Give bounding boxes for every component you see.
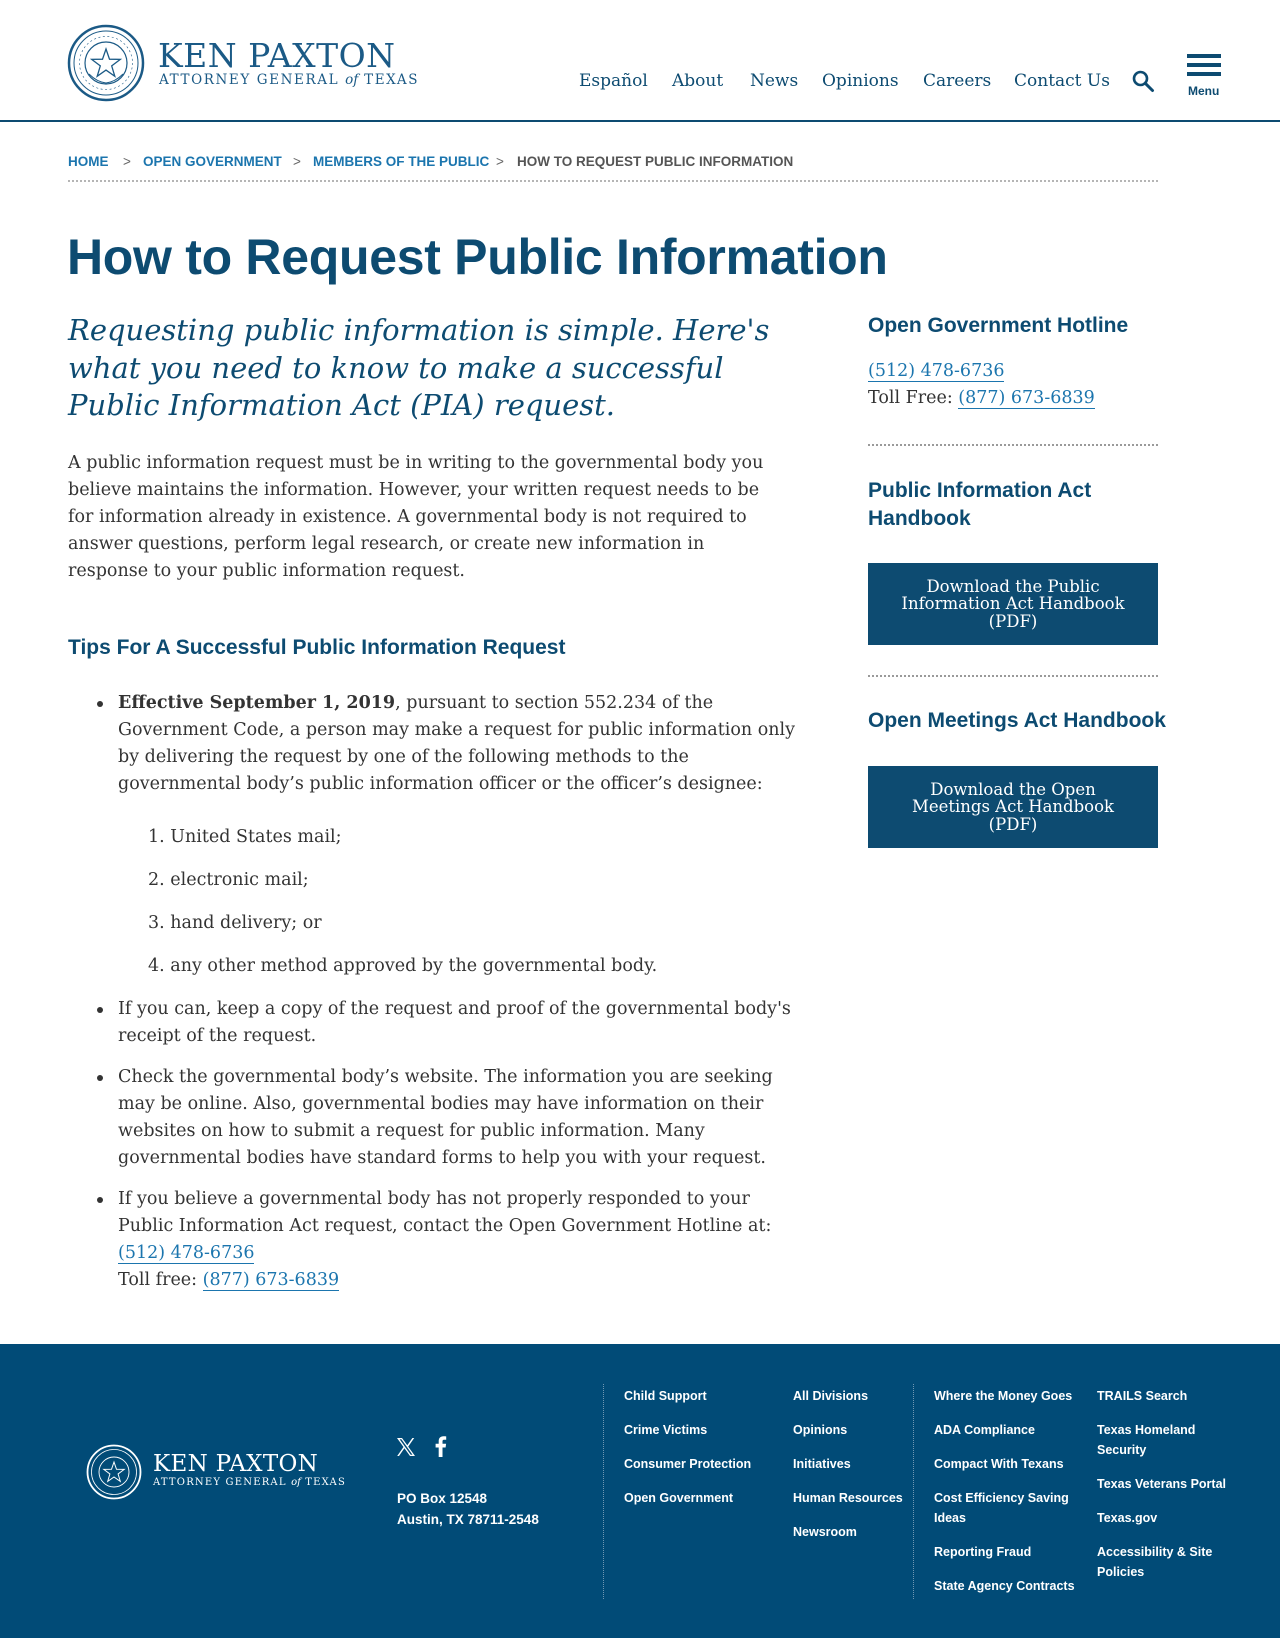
footer-link[interactable]: Texas.gov: [1097, 1511, 1158, 1525]
hamburger-icon-bar: [1187, 63, 1221, 67]
footer-logo-name[interactable]: KEN PAXTON: [153, 1451, 319, 1477]
footer-divider: [603, 1384, 604, 1599]
footer-address: [397, 1488, 539, 1530]
footer-link[interactable]: ADA Compliance: [934, 1423, 1035, 1437]
hamburger-icon: [1187, 54, 1221, 58]
oma-handbook-heading: Open Meetings Act Handbook: [868, 709, 1166, 732]
list-item: 1. United States mail;: [148, 827, 342, 847]
intro-paragraph: A public information request must be in writing to the governmental body you believe maintains the information. However, your written request needs to be for information already in existence. A governmental body is not required to answer questions, perform legal research, or create new information in response to your public information request.: [68, 453, 764, 581]
footer-link[interactable]: Compact With Texans: [934, 1457, 1064, 1471]
nav-espanol[interactable]: Español: [579, 71, 648, 91]
hotline-heading: Open Government Hotline: [868, 314, 1129, 337]
download-oma-handbook-button[interactable]: Download the Open Meetings Act Handbook (PDF): [868, 766, 1158, 848]
footer-link[interactable]: Newsroom: [793, 1525, 857, 1539]
footer-link[interactable]: Crime Victims: [624, 1423, 708, 1437]
footer-seal-icon[interactable]: [86, 1444, 142, 1500]
list-item: 2. electronic mail;: [148, 870, 309, 890]
menu-button[interactable]: [1186, 54, 1224, 98]
attorney-general-seal-icon[interactable]: [67, 24, 145, 102]
x-twitter-icon[interactable]: [396, 1437, 416, 1457]
list-item: 3. hand delivery; or: [148, 913, 322, 933]
footer-link[interactable]: Cost Efficiency Saving Ideas: [934, 1491, 1069, 1525]
list-item: 4. any other method approved by the governmental body.: [148, 956, 658, 976]
footer-link[interactable]: Accessibility & Site Policies: [1097, 1545, 1213, 1579]
sidebar-divider: [868, 444, 1158, 446]
footer-divider: [913, 1384, 914, 1599]
list-item: [118, 690, 798, 980]
footer-link[interactable]: All Divisions: [793, 1389, 869, 1403]
hotline-phone-link[interactable]: (512) 478-6736: [118, 1243, 255, 1263]
breadcrumb-members-of-the-public[interactable]: MEMBERS OF THE PUBLIC: [313, 154, 490, 169]
footer-link[interactable]: Texas Veterans Portal: [1097, 1477, 1227, 1491]
download-pia-handbook-button[interactable]: Download the Public Information Act Handbook (PDF): [868, 563, 1158, 645]
breadcrumb-separator: >: [496, 154, 504, 169]
intro-text: Requesting public information is simple. Here's what you need to know to make a successful Public Information Act (PIA) request.: [68, 313, 770, 422]
toll-free-label: Toll free:: [118, 1270, 203, 1290]
footer-link[interactable]: Child Support: [624, 1389, 707, 1403]
footer-link[interactable]: Human Resources: [793, 1491, 903, 1505]
footer-link[interactable]: Consumer Protection: [624, 1457, 752, 1471]
site-footer: [0, 1344, 1280, 1638]
footer-link[interactable]: Open Government: [624, 1491, 734, 1505]
nav-contact-us[interactable]: Contact Us: [1014, 71, 1110, 91]
effective-date: Effective September 1, 2019: [118, 693, 396, 713]
nav-about[interactable]: About: [672, 71, 724, 91]
sidebar-toll-free: [868, 388, 1095, 408]
menu-label: Menu: [1188, 84, 1220, 98]
breadcrumb-open-government[interactable]: OPEN GOVERNMENT: [143, 154, 282, 169]
logo-name[interactable]: KEN PAXTON: [158, 36, 396, 75]
hamburger-icon-bar: [1187, 72, 1221, 76]
bullet-text: If you believe a governmental body has not properly responded to your Public Information Act request, contact the Open Government Hotline at:: [118, 1189, 772, 1236]
breadcrumb-separator: >: [123, 154, 131, 169]
facebook-icon[interactable]: [432, 1435, 448, 1457]
footer-logo-subtitle: ATTORNEY GENERAL of TEXAS: [153, 1477, 347, 1488]
footer-link[interactable]: Initiatives: [793, 1457, 851, 1471]
footer-column-4: [1097, 1386, 1237, 1596]
footer-column-3: [934, 1386, 1079, 1610]
footer-link[interactable]: Reporting Fraud: [934, 1545, 1032, 1559]
footer-link[interactable]: Opinions: [793, 1423, 848, 1437]
sidebar-phone-link[interactable]: (512) 478-6736: [868, 361, 1005, 381]
address-line: PO Box 12548: [397, 1491, 488, 1506]
pia-handbook-heading: Public Information Act Handbook: [868, 479, 1092, 530]
breadcrumb-current: HOW TO REQUEST PUBLIC INFORMATION: [517, 154, 794, 169]
list-item: [118, 1186, 798, 1294]
search-icon[interactable]: [1131, 69, 1155, 93]
nav-careers[interactable]: Careers: [923, 71, 992, 91]
nav-news[interactable]: News: [750, 71, 799, 91]
logo-subtitle: ATTORNEY GENERAL of TEXAS: [159, 72, 420, 88]
site-header: [0, 0, 1280, 122]
footer-link[interactable]: TRAILS Search: [1097, 1389, 1188, 1403]
tips-list: [118, 690, 798, 1294]
list-item: If you can, keep a copy of the request and proof of the governmental body's receipt of the request.: [118, 996, 798, 1050]
list-item: Check the governmental body’s website. The information you are seeking may be online. Also, governmental bodies may have information on their websites on how to submit a request for public information. Many governmental bodies have standard forms to help you with your request.: [118, 1064, 798, 1172]
breadcrumb: [68, 152, 1158, 182]
sidebar-toll-free-link[interactable]: (877) 673-6839: [958, 388, 1095, 408]
breadcrumb-home[interactable]: HOME: [68, 154, 109, 169]
bullet-text: , pursuant to section 552.234 of the Government Code, a person may make a request for public information only by delivering the request by one of the following methods to the governmental body’s public information officer or the officer’s designee:: [118, 693, 795, 794]
address-line: Austin, TX 78711-2548: [397, 1512, 539, 1527]
tips-heading: Tips For A Successful Public Information Request: [68, 636, 566, 659]
footer-column-1: [624, 1386, 764, 1522]
footer-column-2: [793, 1386, 903, 1556]
page-title: How to Request Public Information: [67, 229, 888, 285]
nav-opinions[interactable]: Opinions: [822, 71, 899, 91]
sidebar-phone: [868, 361, 1004, 381]
footer-link[interactable]: State Agency Contracts: [934, 1579, 1075, 1593]
methods-list: [118, 824, 798, 980]
footer-link[interactable]: Where the Money Goes: [934, 1389, 1073, 1403]
breadcrumb-separator: >: [293, 154, 301, 169]
footer-link[interactable]: Texas Homeland Security: [1097, 1423, 1196, 1457]
toll-free-phone-link[interactable]: (877) 673-6839: [202, 1270, 340, 1290]
toll-free-label: Toll Free:: [868, 388, 959, 408]
sidebar-divider: [868, 675, 1158, 677]
